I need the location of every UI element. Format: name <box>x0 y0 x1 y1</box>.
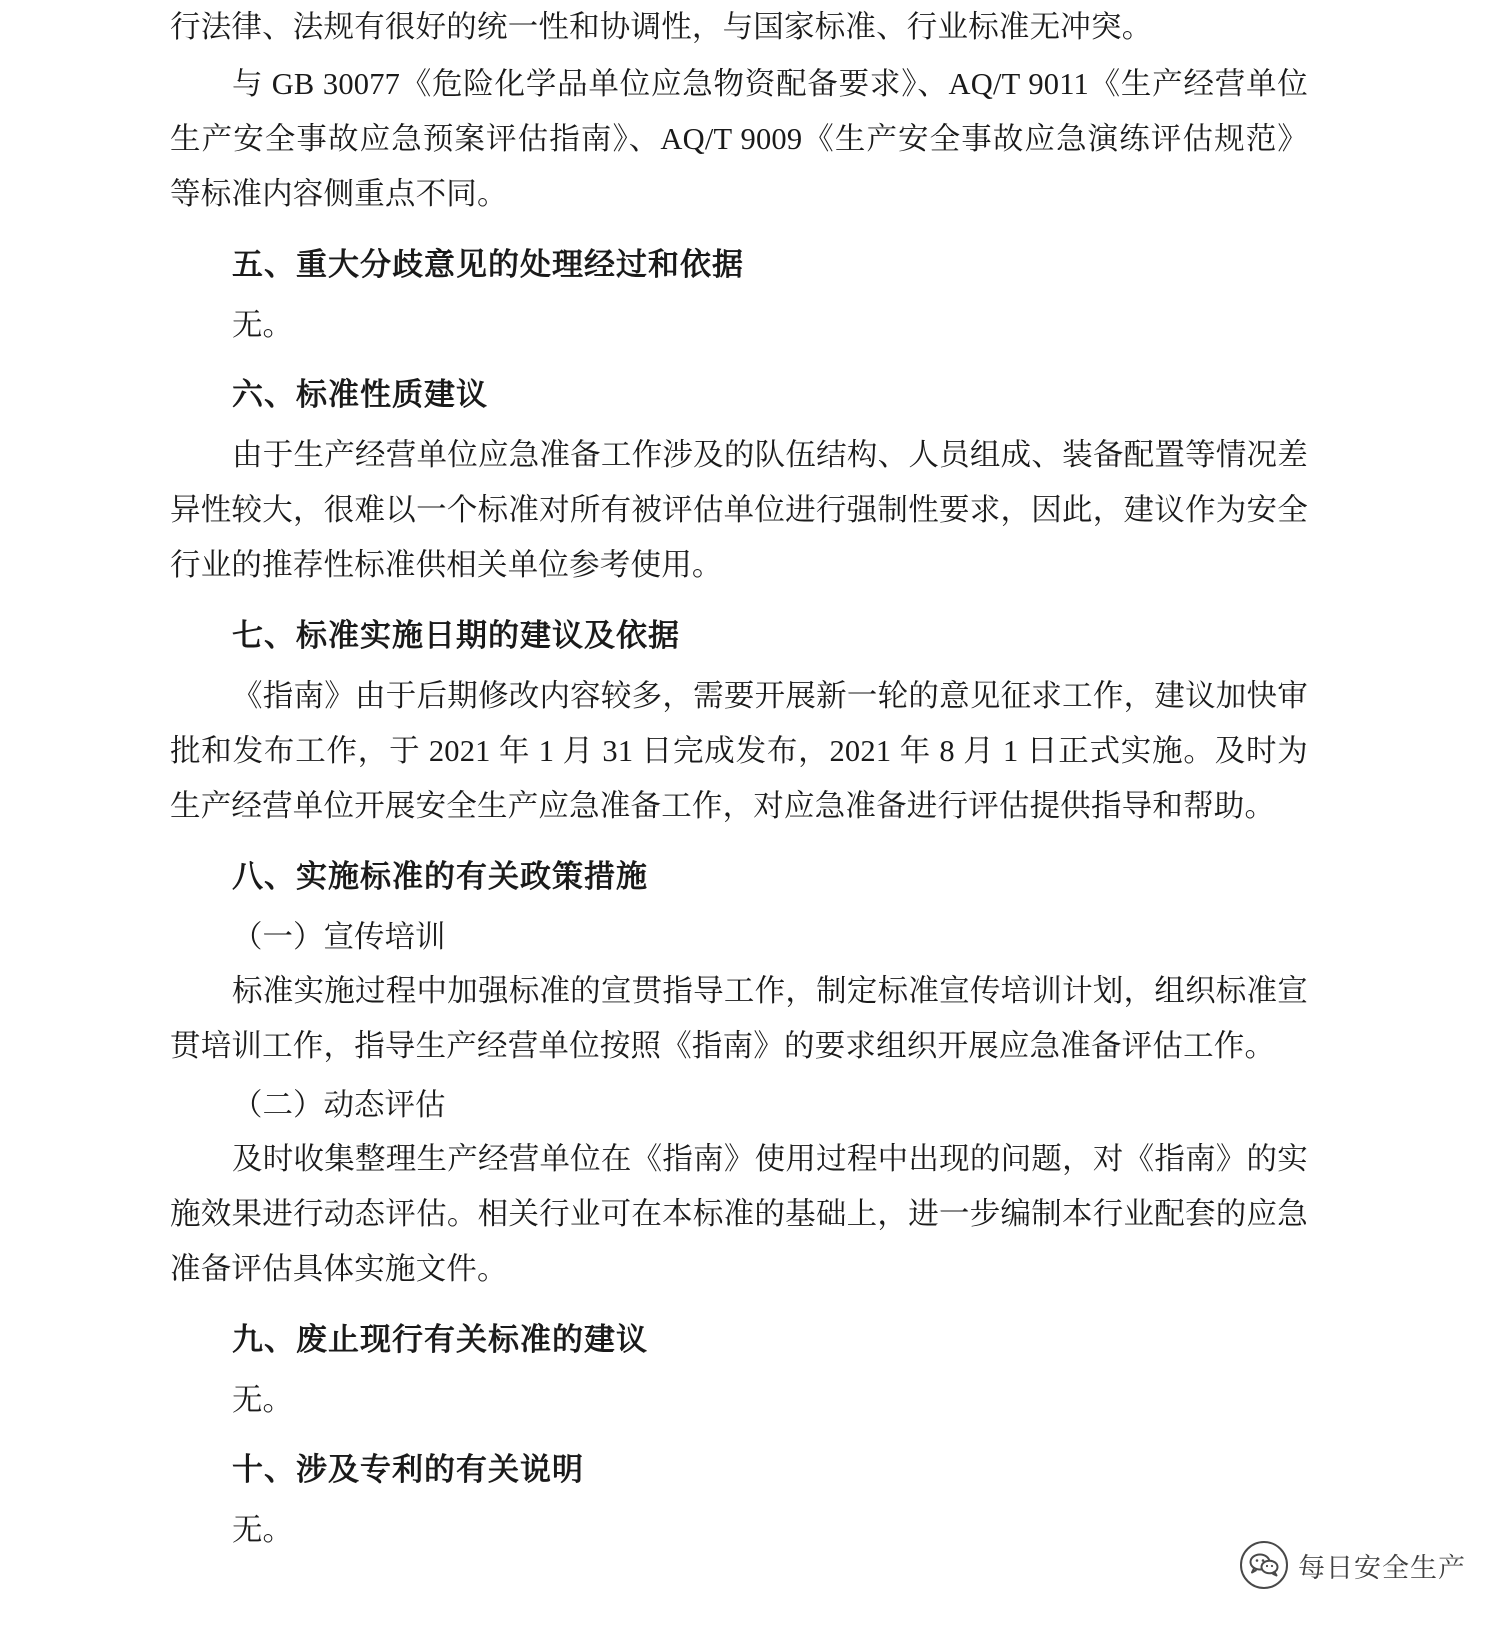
section-six-body: 由于生产经营单位应急准备工作涉及的队伍结构、人员组成、装备配置等情况差异性较大，很难以一个标准对所有被评估单位进行强制性要求，因此，建议作为安全行业的推荐性标准供相关单位参考使用。 <box>170 438 1308 582</box>
section-heading-six: 六、标准性质建议 <box>232 377 488 413</box>
paragraph-continued: 行法律、法规有很好的统一性和协调性，与国家标准、行业标准无冲突。 <box>170 10 1153 44</box>
watermark-label: 每日安全生产 <box>1298 1552 1466 1584</box>
section-nine-body: 无。 <box>232 1383 293 1417</box>
watermark <box>1240 1541 1466 1589</box>
section-seven-body: 《指南》由于后期修改内容较多，需要开展新一轮的意见征求工作，建议加快审批和发布工作，于 2021 年 1 月 31 日完成发布，2021 年 8 月 1 日正式实施。及时为生产经营单位开展安全生产应急准备工作，对应急准备进行评估提供指导和帮助。 <box>170 679 1308 823</box>
section-heading-nine: 九、废止现行有关标准的建议 <box>232 1322 648 1358</box>
section-heading-five: 五、重大分歧意见的处理经过和依据 <box>232 247 744 283</box>
wechat-icon <box>1240 1541 1288 1589</box>
section-heading-seven: 七、标准实施日期的建议及依据 <box>232 618 680 654</box>
subsection-heading-two: （二）动态评估 <box>232 1088 446 1122</box>
paragraph-standards-comparison: 与 GB 30077《危险化学品单位应急物资配备要求》、AQ/T 9011《生产经营单位生产安全事故应急预案评估指南》、AQ/T 9009《生产安全事故应急演练评估规范》等标准内容侧重点不同。 <box>170 67 1308 211</box>
subsection-heading-one: （一）宣传培训 <box>232 920 446 954</box>
subsection-two-body: 及时收集整理生产经营单位在《指南》使用过程中出现的问题，对《指南》的实施效果进行动态评估。相关行业可在本标准的基础上，进一步编制本行业配套的应急准备评估具体实施文件。 <box>170 1142 1308 1286</box>
section-five-body: 无。 <box>232 308 293 342</box>
section-ten-body: 无。 <box>232 1513 293 1547</box>
section-heading-ten: 十、涉及专利的有关说明 <box>232 1452 584 1488</box>
subsection-one-body: 标准实施过程中加强标准的宣贯指导工作，制定标准宣传培训计划，组织标准宣贯培训工作，指导生产经营单位按照《指南》的要求组织开展应急准备评估工作。 <box>170 974 1308 1063</box>
section-heading-eight: 八、实施标准的有关政策措施 <box>232 859 648 895</box>
